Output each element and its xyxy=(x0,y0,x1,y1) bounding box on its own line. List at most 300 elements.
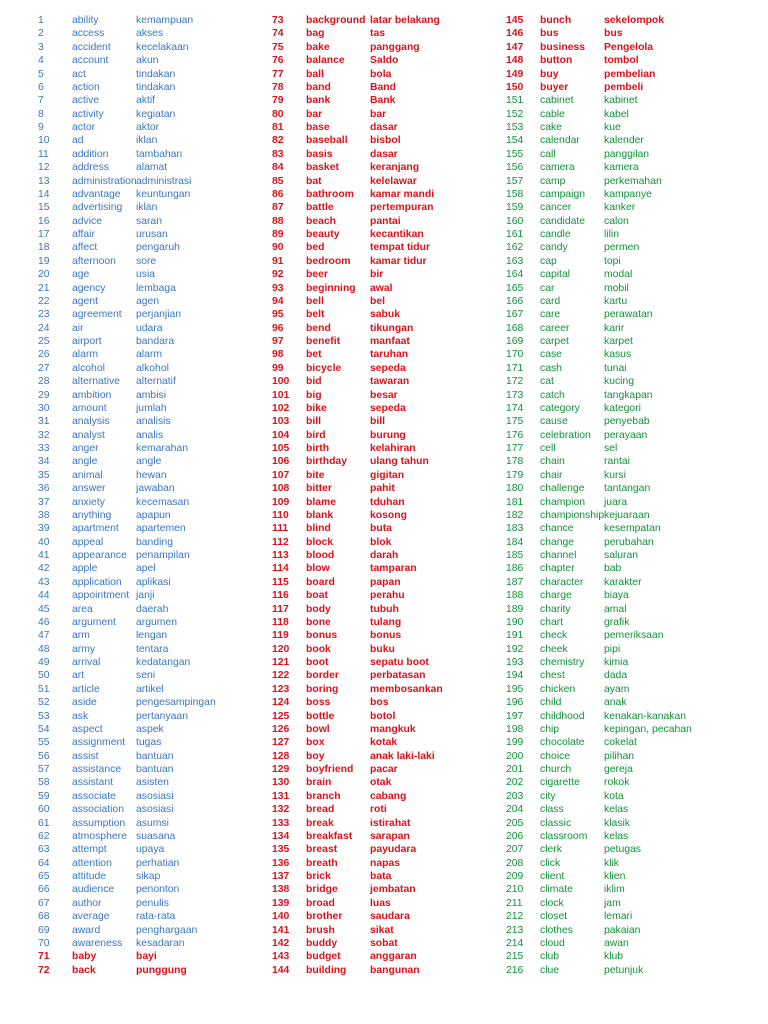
entry-number: 126 xyxy=(272,723,290,735)
indonesian-translation: napas xyxy=(370,857,401,869)
english-word: clue xyxy=(540,964,560,976)
indonesian-translation: hewan xyxy=(136,469,167,481)
indonesian-translation: bab xyxy=(604,563,622,575)
vocabulary-column-3 xyxy=(506,14,734,977)
indonesian-translation: apel xyxy=(136,563,156,575)
word-row xyxy=(272,883,500,896)
entry-number: 54 xyxy=(38,723,50,735)
indonesian-translation: gereja xyxy=(604,764,633,775)
english-word: back xyxy=(72,964,96,976)
entry-number: 127 xyxy=(272,737,290,749)
entry-number: 58 xyxy=(38,777,50,789)
english-word: bedroom xyxy=(306,255,351,267)
entry-number: 18 xyxy=(38,242,50,254)
english-word: channel xyxy=(540,550,577,561)
english-word: care xyxy=(540,309,561,321)
entry-number: 56 xyxy=(38,750,50,762)
english-word: button xyxy=(540,55,573,67)
indonesian-translation: klasik xyxy=(604,817,630,829)
entry-number: 43 xyxy=(38,576,50,588)
word-row xyxy=(38,843,266,856)
english-word: access xyxy=(72,28,105,40)
english-word: appointment xyxy=(72,590,130,602)
entry-number: 201 xyxy=(506,764,524,775)
word-row xyxy=(272,255,500,268)
english-word: challenge xyxy=(540,483,585,495)
word-row xyxy=(506,201,734,214)
indonesian-translation: lembaga xyxy=(136,282,176,294)
entry-number: 27 xyxy=(38,362,50,374)
entry-number: 148 xyxy=(506,55,524,67)
word-row xyxy=(272,522,500,535)
entry-number: 105 xyxy=(272,443,290,454)
indonesian-translation: roti xyxy=(370,804,387,816)
word-row xyxy=(38,790,266,803)
indonesian-translation: tantangan xyxy=(604,483,651,495)
word-row xyxy=(272,683,500,696)
entry-number: 143 xyxy=(272,951,290,963)
entry-number: 107 xyxy=(272,469,290,481)
entry-number: 44 xyxy=(38,590,50,602)
english-word: clock xyxy=(540,897,564,909)
english-word: card xyxy=(540,295,561,307)
english-word: check xyxy=(540,630,568,642)
entry-number: 1 xyxy=(38,15,44,26)
entry-number: 198 xyxy=(506,723,524,735)
english-word: ball xyxy=(306,68,324,80)
english-word: association xyxy=(72,804,124,816)
entry-number: 111 xyxy=(272,523,289,535)
word-row xyxy=(506,710,734,723)
word-row xyxy=(272,175,500,188)
english-word: affair xyxy=(72,229,95,240)
indonesian-translation: Bank xyxy=(370,95,396,107)
english-word: celebration xyxy=(540,429,591,441)
word-row xyxy=(272,549,500,562)
word-row xyxy=(272,322,500,335)
indonesian-translation: Band xyxy=(370,81,396,93)
indonesian-translation: jawaban xyxy=(136,483,175,495)
entry-number: 97 xyxy=(272,336,284,347)
english-word: bar xyxy=(306,108,323,120)
english-word: blank xyxy=(306,509,334,521)
word-row xyxy=(506,482,734,495)
word-row xyxy=(506,616,734,629)
entry-number: 28 xyxy=(38,376,50,388)
english-word: attempt xyxy=(72,844,107,856)
entry-number: 80 xyxy=(272,108,284,120)
entry-number: 182 xyxy=(506,509,524,521)
english-word: bonus xyxy=(306,630,338,642)
indonesian-translation: buta xyxy=(370,523,392,535)
entry-number: 211 xyxy=(506,897,523,909)
word-row xyxy=(38,282,266,295)
word-row xyxy=(272,482,500,495)
word-row xyxy=(272,268,500,281)
indonesian-translation: bir xyxy=(370,269,384,281)
entry-number: 93 xyxy=(272,282,284,294)
indonesian-translation: bantuan xyxy=(136,750,174,762)
indonesian-translation: kelahiran xyxy=(370,443,416,454)
indonesian-translation: apartemen xyxy=(136,523,186,535)
english-word: alarm xyxy=(72,349,98,361)
english-word: catch xyxy=(540,389,565,401)
indonesian-translation: permen xyxy=(604,242,640,254)
indonesian-translation: penghargaan xyxy=(136,924,198,936)
word-row xyxy=(506,455,734,468)
entry-number: 69 xyxy=(38,924,50,936)
english-word: chart xyxy=(540,616,564,628)
indonesian-translation: kelas xyxy=(604,830,629,842)
word-row xyxy=(38,710,266,723)
english-word: award xyxy=(72,924,101,936)
english-word: click xyxy=(540,857,561,869)
indonesian-translation: anak xyxy=(604,697,627,709)
indonesian-translation: usia xyxy=(136,269,156,281)
word-row xyxy=(38,27,266,40)
entry-number: 173 xyxy=(506,389,524,401)
english-word: chapter xyxy=(540,563,575,575)
indonesian-translation: tempat tidur xyxy=(370,242,431,254)
word-row xyxy=(38,228,266,241)
english-word: box xyxy=(306,737,325,749)
english-word: advertising xyxy=(72,202,123,214)
word-row xyxy=(506,308,734,321)
indonesian-translation: latar belakang xyxy=(370,15,440,26)
indonesian-translation: pertanyaan xyxy=(136,710,188,722)
english-word: budget xyxy=(306,951,341,963)
indonesian-translation: lemari xyxy=(604,911,633,923)
entry-number: 82 xyxy=(272,135,284,147)
word-row xyxy=(38,496,266,509)
indonesian-translation: panggilan xyxy=(604,148,650,160)
indonesian-translation: cokelat xyxy=(604,737,637,749)
entry-number: 215 xyxy=(506,951,524,963)
entry-number: 7 xyxy=(38,95,44,107)
english-word: bag xyxy=(306,28,325,40)
word-row xyxy=(38,857,266,870)
indonesian-translation: bos xyxy=(370,697,389,709)
entry-number: 35 xyxy=(38,469,50,481)
english-word: active xyxy=(72,95,100,107)
indonesian-translation: angle xyxy=(136,456,162,468)
indonesian-translation: punggung xyxy=(136,964,187,976)
english-word: bridge xyxy=(306,884,338,896)
indonesian-translation: sepeda xyxy=(370,402,406,414)
english-word: classic xyxy=(540,817,572,829)
entry-number: 206 xyxy=(506,830,524,842)
word-row xyxy=(38,348,266,361)
indonesian-translation: kotak xyxy=(370,737,398,749)
entry-number: 163 xyxy=(506,255,524,267)
word-row xyxy=(506,134,734,147)
word-row xyxy=(38,803,266,816)
word-row xyxy=(506,215,734,228)
word-row xyxy=(272,803,500,816)
english-word: bell xyxy=(306,295,324,307)
indonesian-translation: bonus xyxy=(370,630,402,642)
entry-number: 122 xyxy=(272,670,290,682)
indonesian-translation: tulang xyxy=(370,616,402,628)
word-row xyxy=(272,509,500,522)
word-row xyxy=(38,964,266,977)
indonesian-translation: istirahat xyxy=(370,817,411,829)
entry-number: 90 xyxy=(272,242,284,254)
word-row xyxy=(38,295,266,308)
word-row xyxy=(38,148,266,161)
word-row xyxy=(506,723,734,736)
word-row xyxy=(38,41,266,54)
english-word: awareness xyxy=(72,937,123,949)
indonesian-translation: botol xyxy=(370,710,396,722)
word-row xyxy=(272,81,500,94)
indonesian-translation: dada xyxy=(604,670,628,682)
indonesian-translation: Saldo xyxy=(370,55,399,67)
word-row xyxy=(38,241,266,254)
indonesian-translation: aktif xyxy=(136,95,156,107)
word-row xyxy=(506,950,734,963)
indonesian-translation: panggang xyxy=(370,41,420,53)
word-row xyxy=(506,536,734,549)
word-row xyxy=(272,576,500,589)
english-word: account xyxy=(72,55,109,67)
english-word: boss xyxy=(306,697,331,709)
word-row xyxy=(38,509,266,522)
word-row xyxy=(272,710,500,723)
indonesian-translation: tikungan xyxy=(370,322,414,334)
word-row xyxy=(506,94,734,107)
word-row xyxy=(506,643,734,656)
english-word: assumption xyxy=(72,817,126,829)
entry-number: 185 xyxy=(506,550,524,561)
indonesian-translation: kamera xyxy=(604,162,639,174)
entry-number: 151 xyxy=(506,95,524,107)
english-word: belt xyxy=(306,309,325,321)
entry-number: 67 xyxy=(38,897,50,909)
english-word: chip xyxy=(540,723,560,735)
indonesian-translation: penulis xyxy=(136,897,169,909)
word-row xyxy=(506,803,734,816)
english-word: addition xyxy=(72,148,109,160)
entry-number: 155 xyxy=(506,148,524,160)
english-word: beer xyxy=(306,269,328,281)
english-word: address xyxy=(72,162,109,174)
word-row xyxy=(272,215,500,228)
english-word: bicycle xyxy=(306,362,342,374)
entry-number: 75 xyxy=(272,41,284,53)
english-word: class xyxy=(540,804,564,816)
word-row xyxy=(38,616,266,629)
entry-number: 150 xyxy=(506,81,524,93)
word-row xyxy=(506,589,734,602)
english-word: bottle xyxy=(306,710,335,722)
english-word: boyfriend xyxy=(306,764,354,775)
word-row xyxy=(506,282,734,295)
indonesian-translation: perbatasan xyxy=(370,670,426,682)
word-row xyxy=(272,736,500,749)
indonesian-translation: sabuk xyxy=(370,309,401,321)
english-word: assignment xyxy=(72,737,126,749)
indonesian-translation: bandara xyxy=(136,336,175,347)
word-row xyxy=(38,924,266,937)
indonesian-translation: bayi xyxy=(136,951,157,963)
entry-number: 177 xyxy=(506,443,524,454)
english-word: clothes xyxy=(540,924,573,936)
english-word: arm xyxy=(72,630,90,642)
word-row xyxy=(506,830,734,843)
word-row xyxy=(272,496,500,509)
word-row xyxy=(38,362,266,375)
indonesian-translation: pemeriksaan xyxy=(604,630,664,642)
english-word: bank xyxy=(306,95,331,107)
entry-number: 102 xyxy=(272,402,290,414)
entry-number: 101 xyxy=(272,389,290,401)
indonesian-translation: perkemahan xyxy=(604,175,662,187)
entry-number: 174 xyxy=(506,402,524,414)
english-word: bird xyxy=(306,429,326,441)
indonesian-translation: lengan xyxy=(136,630,168,642)
entry-number: 36 xyxy=(38,483,50,495)
indonesian-translation: rokok xyxy=(604,777,630,789)
indonesian-translation: akses xyxy=(136,28,164,40)
english-word: city xyxy=(540,790,556,802)
indonesian-translation: banding xyxy=(136,536,173,548)
word-row xyxy=(272,656,500,669)
english-word: basket xyxy=(306,162,339,174)
word-row xyxy=(506,295,734,308)
indonesian-translation: kesempatan xyxy=(604,523,661,535)
indonesian-translation: rata-rata xyxy=(136,911,176,923)
entry-number: 181 xyxy=(506,496,524,508)
word-row xyxy=(38,455,266,468)
entry-number: 128 xyxy=(272,750,290,762)
word-row xyxy=(38,870,266,883)
indonesian-translation: bisbol xyxy=(370,135,401,147)
word-row xyxy=(272,148,500,161)
english-word: animal xyxy=(72,469,103,481)
english-word: boring xyxy=(306,683,339,695)
indonesian-translation: pembeli xyxy=(604,81,644,93)
word-row xyxy=(38,121,266,134)
english-word: assistant xyxy=(72,777,114,789)
english-word: bathroom xyxy=(306,188,354,200)
entry-number: 79 xyxy=(272,95,284,107)
entry-number: 47 xyxy=(38,630,50,642)
english-word: anything xyxy=(72,509,112,521)
entry-number: 112 xyxy=(272,536,289,548)
indonesian-translation: artikel xyxy=(136,683,164,695)
entry-number: 74 xyxy=(272,28,284,40)
indonesian-translation: akun xyxy=(136,55,159,67)
indonesian-translation: dasar xyxy=(370,148,398,160)
entry-number: 133 xyxy=(272,817,290,829)
english-word: building xyxy=(306,964,347,976)
word-row xyxy=(38,589,266,602)
word-row xyxy=(272,870,500,883)
word-row xyxy=(272,669,500,682)
english-word: accident xyxy=(72,41,111,53)
entry-number: 212 xyxy=(506,911,524,923)
indonesian-translation: sepeda xyxy=(370,362,406,374)
english-word: band xyxy=(306,81,331,93)
entry-number: 53 xyxy=(38,710,50,722)
english-word: bite xyxy=(306,469,325,481)
english-word: breast xyxy=(306,844,338,856)
entry-number: 103 xyxy=(272,416,290,428)
indonesian-translation: sore xyxy=(136,255,157,267)
entry-number: 91 xyxy=(272,255,284,267)
indonesian-translation: pengesampingan xyxy=(136,697,216,709)
entry-number: 68 xyxy=(38,911,50,923)
entry-number: 197 xyxy=(506,710,524,722)
entry-number: 134 xyxy=(272,830,290,842)
entry-number: 26 xyxy=(38,349,50,361)
indonesian-translation: sikat xyxy=(370,924,394,936)
indonesian-translation: petugas xyxy=(604,844,641,856)
english-word: cat xyxy=(540,376,554,388)
english-word: board xyxy=(306,576,335,588)
entry-number: 87 xyxy=(272,202,284,214)
word-row xyxy=(506,576,734,589)
entry-number: 88 xyxy=(272,215,284,227)
indonesian-translation: pilihan xyxy=(604,750,635,762)
word-row xyxy=(506,268,734,281)
word-row xyxy=(272,308,500,321)
english-word: ambition xyxy=(72,389,112,401)
english-word: associate xyxy=(72,790,116,802)
english-word: alcohol xyxy=(72,362,105,374)
word-row xyxy=(506,41,734,54)
english-word: brush xyxy=(306,924,335,936)
entry-number: 108 xyxy=(272,483,290,495)
indonesian-translation: kucing xyxy=(604,376,635,388)
entry-number: 138 xyxy=(272,884,290,896)
entry-number: 142 xyxy=(272,937,290,949)
indonesian-translation: sekelompok xyxy=(604,15,665,26)
indonesian-translation: iklan xyxy=(136,202,158,214)
entry-number: 62 xyxy=(38,830,50,842)
english-word: agency xyxy=(72,282,106,294)
english-word: call xyxy=(540,148,556,160)
entry-number: 4 xyxy=(38,55,44,67)
english-word: arrival xyxy=(72,657,101,668)
indonesian-translation: blok xyxy=(370,536,392,548)
indonesian-translation: tangkapan xyxy=(604,389,653,401)
entry-number: 73 xyxy=(272,15,284,26)
word-row xyxy=(38,830,266,843)
indonesian-translation: analis xyxy=(136,429,164,441)
word-row xyxy=(506,148,734,161)
entry-number: 162 xyxy=(506,242,524,254)
entry-number: 42 xyxy=(38,563,50,575)
entry-number: 51 xyxy=(38,683,50,695)
entry-number: 170 xyxy=(506,349,524,361)
word-row xyxy=(38,415,266,428)
word-row xyxy=(38,402,266,415)
english-word: calendar xyxy=(540,135,580,147)
english-word: breakfast xyxy=(306,830,353,842)
word-row xyxy=(272,68,500,81)
entry-number: 194 xyxy=(506,670,524,682)
word-row xyxy=(272,843,500,856)
entry-number: 216 xyxy=(506,964,524,976)
word-row xyxy=(38,656,266,669)
entry-number: 116 xyxy=(272,590,289,602)
indonesian-translation: suasana xyxy=(136,830,176,842)
english-word: cheek xyxy=(540,643,568,655)
indonesian-translation: karir xyxy=(604,322,625,334)
word-row xyxy=(38,629,266,642)
